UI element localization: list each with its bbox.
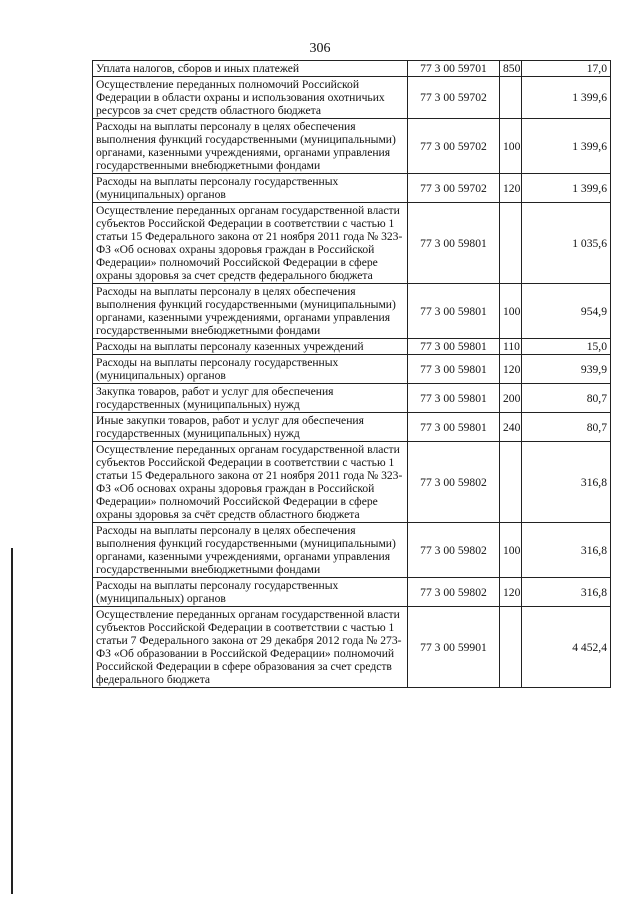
row-amount: 316,8 xyxy=(522,523,611,578)
row-expense-type xyxy=(500,442,522,523)
row-target-code: 77 3 00 59702 xyxy=(408,174,500,203)
row-expense-type: 850 xyxy=(500,61,522,77)
table-row xyxy=(93,523,611,578)
row-expense-type xyxy=(500,607,522,688)
row-amount: 80,7 xyxy=(522,384,611,413)
row-expense-type: 100 xyxy=(500,119,522,174)
table-row xyxy=(93,578,611,607)
table-row xyxy=(93,384,611,413)
row-amount: 1 035,6 xyxy=(522,203,611,284)
row-target-code: 77 3 00 59801 xyxy=(408,384,500,413)
row-expense-type: 240 xyxy=(500,413,522,442)
budget-table xyxy=(92,60,611,688)
row-target-code: 77 3 00 59701 xyxy=(408,61,500,77)
table-row xyxy=(93,442,611,523)
row-name: Расходы на выплаты персоналу государственных (муниципальных) органов xyxy=(93,578,408,607)
row-expense-type: 100 xyxy=(500,284,522,339)
row-target-code: 77 3 00 59801 xyxy=(408,203,500,284)
row-name: Расходы на выплаты персоналу в целях обеспечения выполнения функций государственными (муниципальными) органами, казенными учреждениями, органами управления государственными внебюджетными фондами xyxy=(93,119,408,174)
margin-line xyxy=(11,548,13,894)
row-target-code: 77 3 00 59801 xyxy=(408,355,500,384)
row-expense-type: 110 xyxy=(500,339,522,355)
table-row xyxy=(93,174,611,203)
row-amount: 1 399,6 xyxy=(522,77,611,119)
page-number: 306 xyxy=(309,41,331,56)
row-name: Закупка товаров, работ и услуг для обеспечения государственных (муниципальных) нужд xyxy=(93,384,408,413)
row-expense-type xyxy=(500,77,522,119)
row-target-code: 77 3 00 59801 xyxy=(408,284,500,339)
table-row xyxy=(93,413,611,442)
row-amount: 316,8 xyxy=(522,442,611,523)
table-row xyxy=(93,203,611,284)
row-expense-type: 120 xyxy=(500,355,522,384)
row-amount: 1 399,6 xyxy=(522,119,611,174)
row-amount: 4 452,4 xyxy=(522,607,611,688)
table-row xyxy=(93,339,611,355)
row-name: Расходы на выплаты персоналу в целях обеспечения выполнения функций государственными (муниципальными) органами, казенными учреждениями, органами управления государственными внебюджетными фондами xyxy=(93,284,408,339)
row-name: Уплата налогов, сборов и иных платежей xyxy=(93,61,408,77)
table-row xyxy=(93,61,611,77)
row-amount: 17,0 xyxy=(522,61,611,77)
row-name: Расходы на выплаты персоналу государственных (муниципальных) органов xyxy=(93,355,408,384)
row-expense-type: 120 xyxy=(500,174,522,203)
row-target-code: 77 3 00 59801 xyxy=(408,413,500,442)
table-body xyxy=(93,61,611,688)
row-target-code: 77 3 00 59802 xyxy=(408,523,500,578)
row-target-code: 77 3 00 59901 xyxy=(408,607,500,688)
row-target-code: 77 3 00 59801 xyxy=(408,339,500,355)
row-target-code: 77 3 00 59702 xyxy=(408,77,500,119)
row-amount: 15,0 xyxy=(522,339,611,355)
row-name: Осуществление переданных полномочий Российской Федерации в области охраны и использования охотничьих ресурсов за счет средств областного бюджета xyxy=(93,77,408,119)
row-amount: 1 399,6 xyxy=(522,174,611,203)
row-name: Осуществление переданных органам государственной власти субъектов Российской Федерации в соответствии с частью 1 статьи 15 Федерального закона от 21 ноября 2011 года № 323-ФЗ «Об основах охраны здоровья граждан в Российской Федерации» полномочий Российской Федерации в сфере охраны здоровья за счет средств федерального бюджета xyxy=(93,203,408,284)
table-row xyxy=(93,284,611,339)
row-name: Расходы на выплаты персоналу в целях обеспечения выполнения функций государственными (муниципальными) органами, казенными учреждениями, органами управления государственными внебюджетными фондами xyxy=(93,523,408,578)
row-name: Расходы на выплаты персоналу государственных (муниципальных) органов xyxy=(93,174,408,203)
row-target-code: 77 3 00 59802 xyxy=(408,442,500,523)
table-row xyxy=(93,119,611,174)
row-amount: 939,9 xyxy=(522,355,611,384)
row-name: Осуществление переданных органам государственной власти субъектов Российской Федерации в соответствии с частью 1 статьи 15 Федерального закона от 21 ноября 2011 года № 323-ФЗ «Об основах охраны здоровья граждан в Российской Федерации» полномочий Российской Федерации в сфере охраны здоровья за счёт средств областного бюджета xyxy=(93,442,408,523)
row-target-code: 77 3 00 59702 xyxy=(408,119,500,174)
table-row xyxy=(93,607,611,688)
row-name: Осуществление переданных органам государственной власти субъектов Российской Федерации в соответствии с частью 1 статьи 7 Федерального закона от 29 декабря 2012 года № 273-ФЗ «Об образовании в Российской Федерации» полномочий Российской Федерации в сфере образования за счет средств федерального бюджета xyxy=(93,607,408,688)
row-name: Иные закупки товаров, работ и услуг для обеспечения государственных (муниципальных) нужд xyxy=(93,413,408,442)
row-expense-type: 200 xyxy=(500,384,522,413)
row-expense-type: 100 xyxy=(500,523,522,578)
table-row xyxy=(93,355,611,384)
row-expense-type xyxy=(500,203,522,284)
row-amount: 954,9 xyxy=(522,284,611,339)
row-amount: 80,7 xyxy=(522,413,611,442)
row-name: Расходы на выплаты персоналу казенных учреждений xyxy=(93,339,408,355)
row-target-code: 77 3 00 59802 xyxy=(408,578,500,607)
row-expense-type: 120 xyxy=(500,578,522,607)
row-amount: 316,8 xyxy=(522,578,611,607)
table-row xyxy=(93,77,611,119)
